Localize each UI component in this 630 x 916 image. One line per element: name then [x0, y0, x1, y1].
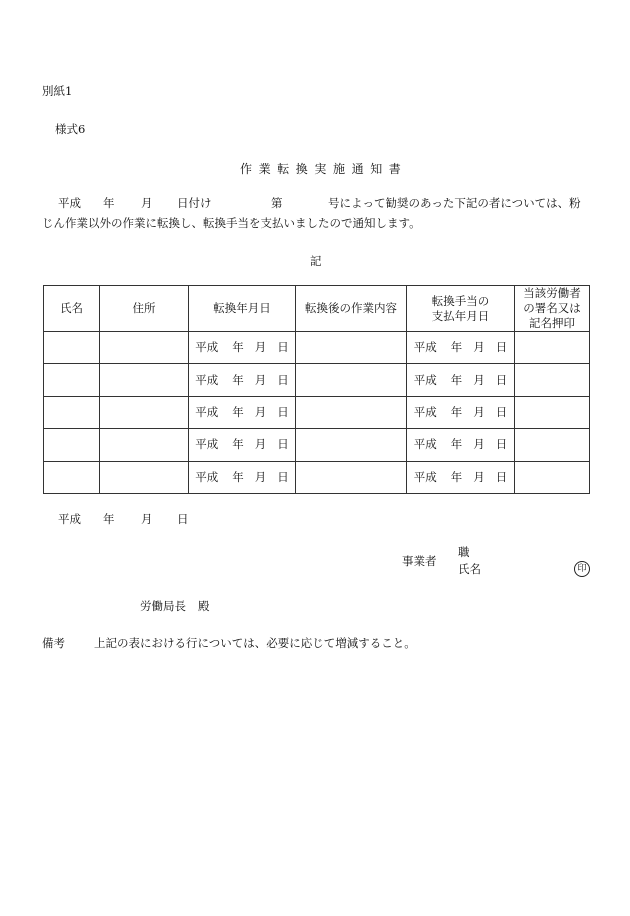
- date-year: 年: [450, 469, 463, 484]
- header-signature-line3: 記名押印: [529, 315, 575, 330]
- date-month: 月: [254, 469, 267, 484]
- date-era: 平成: [413, 372, 437, 387]
- date-day: 日: [277, 340, 289, 355]
- date-day: 日: [495, 340, 508, 355]
- header-name: 氏名: [44, 286, 100, 332]
- name-cell[interactable]: [44, 429, 100, 461]
- header-new-work: 転換後の作業内容: [296, 286, 407, 332]
- remarks-text: 上記の表における行については、必要に応じて増減すること。: [94, 636, 416, 650]
- transfer-date-cell[interactable]: [189, 429, 296, 461]
- header-allowance-date: [407, 286, 515, 332]
- date-year: 年: [232, 437, 244, 452]
- form-number: 様式6: [55, 122, 86, 136]
- date-month: 月: [254, 340, 267, 355]
- name-cell[interactable]: [44, 364, 100, 396]
- table-row: [44, 429, 590, 461]
- date-era: 平成: [195, 469, 219, 484]
- address-cell[interactable]: [100, 332, 189, 364]
- footer-year: 年: [103, 512, 115, 526]
- date-era: 平成: [195, 372, 219, 387]
- date-era: 平成: [195, 405, 219, 419]
- date-day: 日: [277, 372, 289, 387]
- allowance-date-cell[interactable]: [407, 364, 515, 396]
- remarks-label: 備考: [42, 636, 65, 650]
- date-era: 平成: [195, 437, 219, 452]
- footer-month: 月: [141, 512, 153, 526]
- table-row: [44, 364, 590, 396]
- intro-dated: 日付け: [177, 196, 212, 210]
- address-cell[interactable]: [100, 461, 189, 493]
- signature-cell[interactable]: [515, 429, 590, 461]
- allowance-date-cell[interactable]: [407, 461, 515, 493]
- attachment-label: 別紙1: [42, 84, 73, 98]
- allowance-date-cell[interactable]: [407, 396, 515, 428]
- date-month: 月: [254, 405, 267, 419]
- table-body: [44, 332, 590, 494]
- date-day: 日: [277, 469, 289, 484]
- new-work-cell[interactable]: [296, 332, 407, 364]
- new-work-cell[interactable]: [296, 461, 407, 493]
- signature-cell[interactable]: [515, 461, 590, 493]
- date-year: 年: [232, 340, 244, 355]
- footer-day: 日: [177, 512, 189, 526]
- intro-rest: 号によって勧奨のあった下記の者については、粉: [328, 196, 581, 210]
- date-day: 日: [277, 437, 289, 452]
- header-signature-line1: 当該労働者: [523, 286, 581, 301]
- date-year: 年: [450, 372, 463, 387]
- table-header-row: [44, 286, 590, 332]
- date-day: 日: [495, 405, 508, 419]
- header-signature: [515, 286, 590, 332]
- intro-year: 年: [103, 196, 115, 210]
- date-year: 年: [232, 372, 244, 387]
- intro-dai: 第: [271, 196, 283, 210]
- date-day: 日: [495, 437, 508, 452]
- allowance-date-cell[interactable]: [407, 332, 515, 364]
- addressee-honorific: 殿: [198, 599, 210, 613]
- date-year: 年: [450, 405, 463, 419]
- date-day: 日: [495, 372, 508, 387]
- date-month: 月: [473, 405, 485, 419]
- footer-era: 平成: [58, 512, 81, 526]
- address-cell[interactable]: [100, 396, 189, 428]
- employer-label: 事業者: [402, 554, 437, 568]
- date-era: 平成: [413, 469, 437, 484]
- new-work-cell[interactable]: [296, 396, 407, 428]
- new-work-cell[interactable]: [296, 364, 407, 396]
- signature-cell[interactable]: [515, 364, 590, 396]
- date-month: 月: [473, 372, 485, 387]
- addressee-office: 労働局長: [140, 599, 186, 613]
- date-month: 月: [473, 340, 485, 355]
- date-era: 平成: [413, 437, 437, 452]
- transfer-date-cell[interactable]: [189, 332, 296, 364]
- table-row: [44, 396, 590, 428]
- date-month: 月: [254, 437, 267, 452]
- header-transfer-date: 転換年月日: [189, 286, 296, 332]
- ki-label: 記: [310, 254, 322, 268]
- date-era: 平成: [413, 340, 437, 355]
- date-era: 平成: [413, 405, 437, 419]
- header-address: 住所: [100, 286, 189, 332]
- date-month: 月: [473, 437, 485, 452]
- name-cell[interactable]: [44, 332, 100, 364]
- intro-line2: じん作業以外の作業に転換し、転換手当を支払いましたので通知します。: [42, 216, 421, 230]
- intro-era: 平成: [58, 196, 81, 210]
- transfer-date-cell[interactable]: [189, 461, 296, 493]
- table-row: [44, 332, 590, 364]
- header-allowance-line1: 転換手当の: [431, 293, 490, 308]
- transfer-date-cell[interactable]: [189, 396, 296, 428]
- address-cell[interactable]: [100, 429, 189, 461]
- date-year: 年: [232, 405, 244, 419]
- transfer-table: [43, 285, 590, 494]
- date-year: 年: [232, 469, 244, 484]
- table-row: [44, 461, 590, 493]
- intro-month: 月: [141, 196, 153, 210]
- transfer-date-cell[interactable]: [189, 364, 296, 396]
- date-year: 年: [450, 340, 463, 355]
- date-day: 日: [277, 405, 289, 419]
- employer-title-label: 職: [458, 545, 470, 559]
- header-signature-line2: の署名又は: [523, 301, 581, 316]
- employer-name-label: 氏名: [458, 562, 481, 576]
- document-title: 作業転換実施通知書: [240, 162, 408, 176]
- signature-cell[interactable]: [515, 396, 590, 428]
- allowance-date-cell[interactable]: [407, 429, 515, 461]
- date-day: 日: [495, 469, 508, 484]
- date-month: 月: [473, 469, 485, 484]
- date-month: 月: [254, 372, 267, 387]
- name-cell[interactable]: [44, 461, 100, 493]
- signature-cell[interactable]: [515, 332, 590, 364]
- name-cell[interactable]: [44, 396, 100, 428]
- new-work-cell[interactable]: [296, 429, 407, 461]
- date-era: 平成: [195, 340, 219, 355]
- address-cell[interactable]: [100, 364, 189, 396]
- seal-icon: 印: [574, 561, 590, 577]
- date-year: 年: [450, 437, 463, 452]
- header-allowance-line2: 支払年月日: [431, 308, 490, 323]
